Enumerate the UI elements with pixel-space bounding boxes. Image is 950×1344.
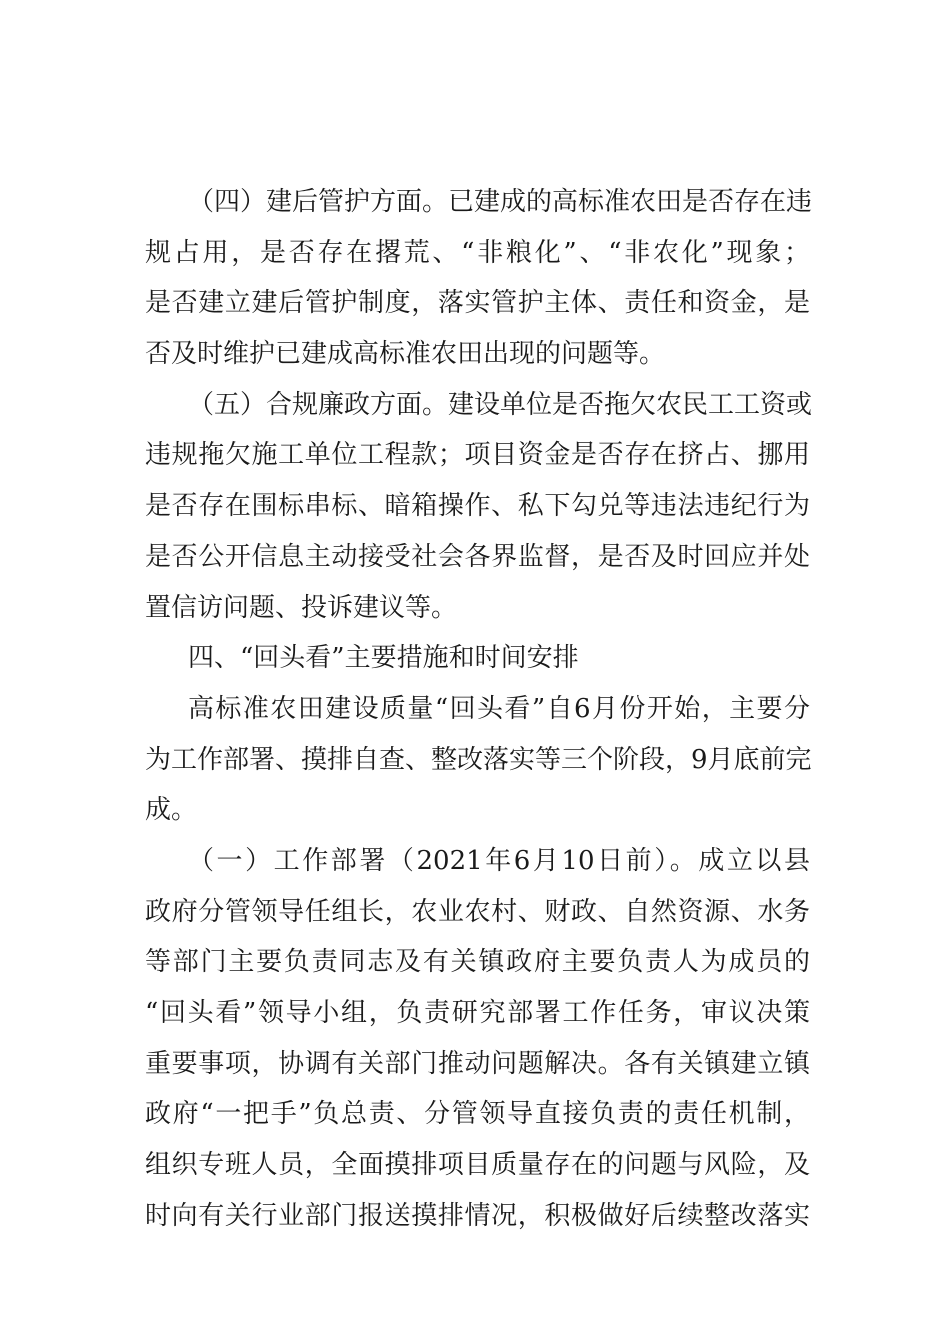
text-line: （一）工作部署（2021年6月10日前）。成立以县	[188, 845, 810, 876]
text-line: 组织专班人员，全面摸排项目质量存在的问题与风险，及	[145, 1150, 810, 1181]
text-line: 等部门主要负责同志及有关镇政府主要负责人为成员的	[145, 947, 810, 978]
text-line: “回头看”领导小组，负责研究部署工作任务，审议决策	[145, 998, 810, 1028]
text-line: 是否存在围标串标、暗箱操作、私下勾兑等违法违纪行为	[145, 491, 810, 522]
text-line: （五）合规廉政方面。建设单位是否拖欠农民工工资或	[188, 389, 813, 420]
document-body	[145, 177, 813, 1241]
text-line: 政府分管领导任组长，农业农村、财政、自然资源、水务	[145, 896, 810, 927]
text-line: （四）建后管护方面。已建成的高标准农田是否存在违	[188, 187, 813, 217]
text-line: 成。	[145, 795, 198, 826]
text-line: 是否建立建后管护制度，落实管护主体、责任和资金，是	[145, 288, 810, 319]
text-line: 否及时维护已建成高标准农田出现的问题等。	[145, 339, 666, 370]
text-line: 是否公开信息主动接受社会各界监督，是否及时回应并处	[145, 541, 810, 572]
text-line: 高标准农田建设质量“回头看”自6月份开始，主要分	[188, 693, 810, 724]
section-heading: 四、“回头看”主要措施和时间安排	[188, 643, 579, 674]
text-line: 规占用，是否存在撂荒、“非粮化”、“非农化”现象；	[145, 237, 810, 268]
text-line: 政府“一把手”负总责、分管领导直接负责的责任机制，	[145, 1099, 810, 1130]
text-line: 置信访问题、投诉建议等。	[145, 592, 458, 623]
text-line: 为工作部署、摸排自查、整改落实等三个阶段，9月底前完	[145, 744, 812, 775]
text-line: 重要事项，协调有关部门推动问题解决。各有关镇建立镇	[145, 1048, 810, 1079]
text-line: 违规拖欠施工单位工程款；项目资金是否存在挤占、挪用	[145, 440, 810, 471]
text-line: 时向有关行业部门报送摸排情况，积极做好后续整改落实	[145, 1200, 810, 1231]
